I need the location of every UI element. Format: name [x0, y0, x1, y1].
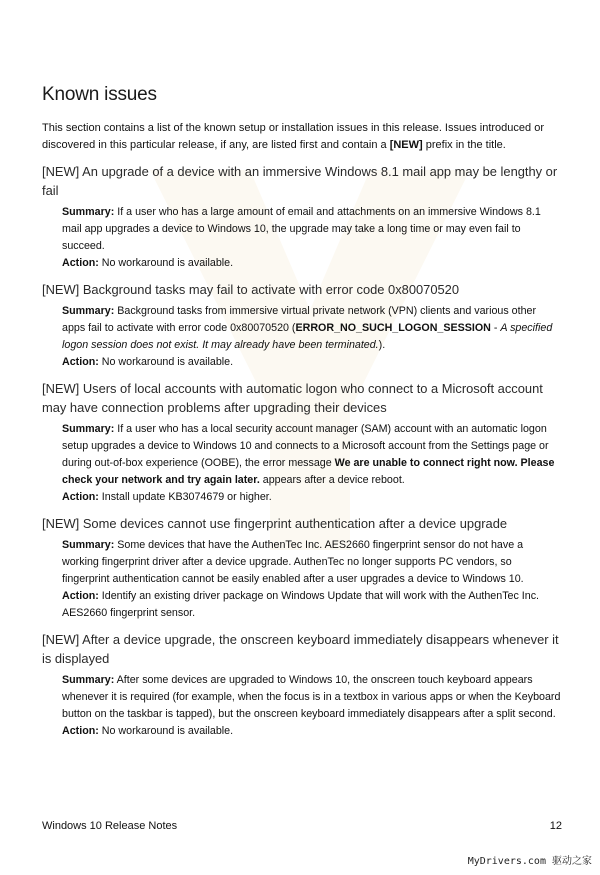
- issue-item: [42, 379, 562, 506]
- summary-text: Background tasks from immersive virtual private network (VPN) clients and various other apps fail to activate with error code 0x80070520 (: [62, 305, 537, 334]
- issue-heading: [NEW] Some devices cannot use fingerprint authentication after a device upgrade: [42, 516, 508, 531]
- action-text: No workaround is available.: [101, 356, 234, 368]
- page-number: 12: [549, 820, 562, 832]
- issue-action: [62, 588, 562, 622]
- issue-heading: [NEW] Background tasks may fail to activate with error code 0x80070520: [42, 282, 460, 297]
- error-message: We are unable to connect right now. Please check your network and try again later.: [62, 457, 555, 486]
- action-label: Action:: [62, 590, 99, 602]
- intro-tail: prefix in the title.: [422, 139, 506, 151]
- error-code-name: ERROR_NO_SUCH_LOGON_SESSION: [295, 322, 491, 334]
- summary-close: ).: [378, 339, 386, 351]
- action-label: Action:: [62, 491, 99, 503]
- summary-label: Summary:: [62, 674, 115, 686]
- issue-item: [42, 630, 562, 740]
- issue-heading: [NEW] Users of local accounts with automatic logon who connect to a Microsoft account may have connection problems after upgrading their devices: [42, 381, 543, 415]
- summary-label: Summary:: [62, 539, 115, 551]
- issue-body: [62, 204, 562, 272]
- issue-item: [42, 162, 562, 272]
- issue-action: [62, 354, 562, 371]
- issue-summary: [62, 204, 562, 255]
- summary-tail: appears after a device reboot.: [259, 474, 405, 486]
- intro-paragraph: [42, 120, 562, 154]
- action-text: No workaround is available.: [101, 257, 234, 269]
- summary-text: After some devices are upgraded to Windows 10, the onscreen touch keyboard appears whenever it is required (for example, when the focus is in a textbox in various apps or when the Keyboard button on the taskbar is tapped), but the onscreen keyboard immediately disappears after a split second.: [62, 674, 561, 720]
- issue-summary: [62, 421, 562, 489]
- issue-action: [62, 489, 562, 506]
- summary-label: Summary:: [62, 206, 115, 218]
- issue-body: [62, 303, 562, 371]
- summary-text: If a user who has a local security account manager (SAM) account with an automatic logon setup upgrades a device to Windows 10 and connects to a Microsoft account from the Settings page or during out-of-box experience (OOBE), the error message: [62, 423, 549, 469]
- summary-text: If a user who has a large amount of email and attachments on an immersive Windows 8.1 mail app upgrades a device to Windows 10, the upgrade may take a long time or may even fail to succeed.: [62, 206, 541, 252]
- action-label: Action:: [62, 257, 99, 269]
- action-label: Action:: [62, 356, 99, 368]
- footer-doc-title: Windows 10 Release Notes: [42, 820, 178, 832]
- summary-separator: -: [490, 322, 501, 334]
- summary-label: Summary:: [62, 305, 115, 317]
- issue-body: [62, 537, 562, 622]
- issue-item: [42, 280, 562, 371]
- action-label: Action:: [62, 725, 99, 737]
- intro-text: This section contains a list of the known setup or installation issues in this release. Issues introduced or discovered in this particular release, if any, are listed first and contain a: [42, 122, 544, 151]
- issue-action: [62, 255, 562, 272]
- issue-body: [62, 421, 562, 506]
- page-title: Known issues: [42, 84, 157, 105]
- issue-body: [62, 672, 562, 740]
- intro-new-tag: [NEW]: [389, 139, 423, 151]
- issue-summary: [62, 303, 562, 354]
- error-description: A specified logon session does not exist. It may already have been terminated.: [62, 322, 553, 351]
- action-text: Install update KB3074679 or higher.: [101, 491, 272, 503]
- summary-text: Some devices that have the AuthenTec Inc. AES2660 fingerprint sensor do not have a working fingerprint driver after a device upgrade. AuthenTec no longer supports PC vendors, so fingerprint authentication cannot be easily enabled after a user upgrades a device to Windows 10.: [62, 539, 524, 585]
- issue-heading: [NEW] An upgrade of a device with an immersive Windows 8.1 mail app may be lengthy or fail: [42, 164, 558, 198]
- issue-action: [62, 723, 562, 740]
- issue-summary: [62, 672, 562, 723]
- site-watermark-text: MyDrivers.com 驱动之家: [467, 856, 592, 867]
- issue-heading: [NEW] After a device upgrade, the onscreen keyboard immediately disappears whenever it is displayed: [42, 632, 559, 666]
- issue-item: [42, 514, 562, 622]
- issue-summary: [62, 537, 562, 588]
- summary-label: Summary:: [62, 423, 115, 435]
- action-text: Identify an existing driver package on Windows Update that will work with the AuthenTec Inc. AES2660 fingerprint sensor.: [62, 590, 540, 619]
- page-content: [42, 84, 562, 748]
- action-text: No workaround is available.: [101, 725, 234, 737]
- page-footer: [42, 820, 562, 832]
